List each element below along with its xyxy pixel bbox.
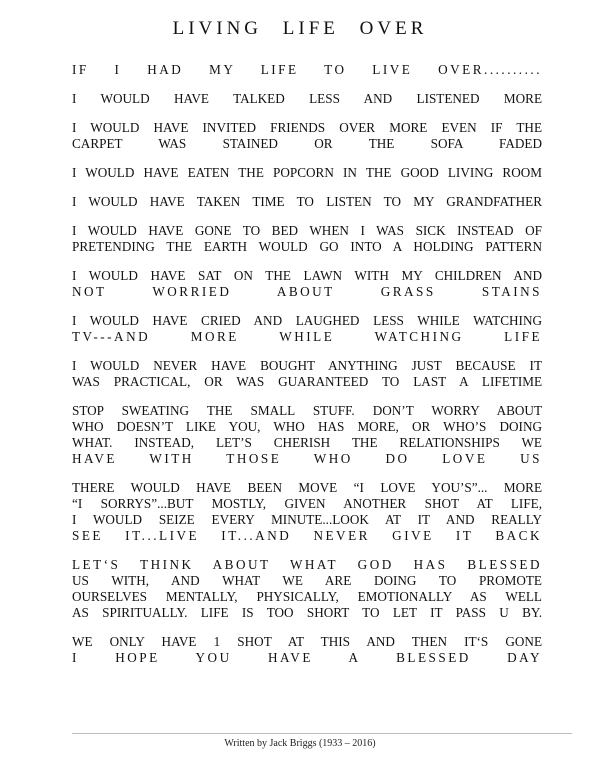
poem-line: I WOULD HAVE GONE TO BED WHEN I WAS SICK INSTEAD OF (72, 223, 542, 238)
poem-line: LET‘S THINK ABOUT WHAT GOD HAS BLESSED (72, 557, 542, 572)
footer-divider (72, 733, 572, 734)
poem-line: NOT WORRIED ABOUT GRASS STAINS (72, 284, 542, 299)
paragraph (72, 165, 542, 181)
paragraph (72, 557, 542, 621)
poem-line: I WOULD HAVE SAT ON THE LAWN WITH MY CHILDREN AND (72, 268, 542, 283)
poem-title: LIVING LIFE OVER (172, 18, 428, 39)
poem-line: I WOULD SEIZE EVERY MINUTE...LOOK AT IT AND REALLY (72, 512, 542, 527)
poem-line: OURSELVES MENTALLY, PHYSICALLY, EMOTIONALLY AS WELL (72, 589, 542, 604)
poem-line: I WOULD HAVE CRIED AND LAUGHED LESS WHILE WATCHING (72, 313, 542, 328)
poem-line: I WOULD HAVE EATEN THE POPCORN IN THE GOOD LIVING ROOM (72, 165, 542, 180)
poem-body (72, 62, 542, 679)
poem-line: I HOPE YOU HAVE A BLESSED DAY (72, 650, 542, 665)
poem-line: I WOULD NEVER HAVE BOUGHT ANYTHING JUST BECAUSE IT (72, 358, 542, 373)
poem-line: TV---AND MORE WHILE WATCHING LIFE (72, 329, 542, 344)
paragraph (72, 358, 542, 390)
paragraph (72, 194, 542, 210)
paragraph (72, 480, 542, 544)
poem-line: I WOULD HAVE TAKEN TIME TO LISTEN TO MY GRANDFATHER (72, 194, 542, 209)
paragraph (72, 268, 542, 300)
poem-line: I WOULD HAVE INVITED FRIENDS OVER MORE EVEN IF THE (72, 120, 542, 135)
poem-line: WHAT. INSTEAD, LET’S CHERISH THE RELATIONSHIPS WE (72, 435, 542, 450)
paragraph (72, 313, 542, 345)
poem-line: PRETENDING THE EARTH WOULD GO INTO A HOLDING PATTERN (72, 239, 542, 254)
author-credit: Written by Jack Briggs (1933 – 2016) (224, 738, 376, 749)
poem-line: WAS PRACTICAL, OR WAS GUARANTEED TO LAST A LIFETIME (72, 374, 542, 389)
poem-line: THERE WOULD HAVE BEEN MOVE “I LOVE YOU’S”... MORE (72, 480, 542, 495)
poem-line: WE ONLY HAVE 1 SHOT AT THIS AND THEN IT‘S GONE (72, 634, 542, 649)
poem-line: IF I HAD MY LIFE TO LIVE OVER.......... (72, 62, 542, 77)
paragraph (72, 120, 542, 152)
poem-line: CARPET WAS STAINED OR THE SOFA FADED (72, 136, 542, 151)
paragraph (72, 403, 542, 467)
paragraph (72, 223, 542, 255)
paragraph (72, 634, 542, 666)
poem-line: STOP SWEATING THE SMALL STUFF. DON’T WORRY ABOUT (72, 403, 542, 418)
poem-line: AS SPIRITUALLY. LIFE IS TOO SHORT TO LET IT PASS U BY. (72, 605, 542, 620)
poem-line: I WOULD HAVE TALKED LESS AND LISTENED MORE (72, 91, 542, 106)
paragraph (72, 62, 542, 78)
poem-line: “I SORRYS”...BUT MOSTLY, GIVEN ANOTHER SHOT AT LIFE, (72, 496, 542, 511)
poem-line: WHO DOESN’T LIKE YOU, WHO HAS MORE, OR WHO’S DOING (72, 419, 542, 434)
poem-line: HAVE WITH THOSE WHO DO LOVE US (72, 451, 542, 466)
poem-line: US WITH, AND WHAT WE ARE DOING TO PROMOTE (72, 573, 542, 588)
poem-line: SEE IT...LIVE IT...AND NEVER GIVE IT BACK (72, 528, 542, 543)
paragraph (72, 91, 542, 107)
